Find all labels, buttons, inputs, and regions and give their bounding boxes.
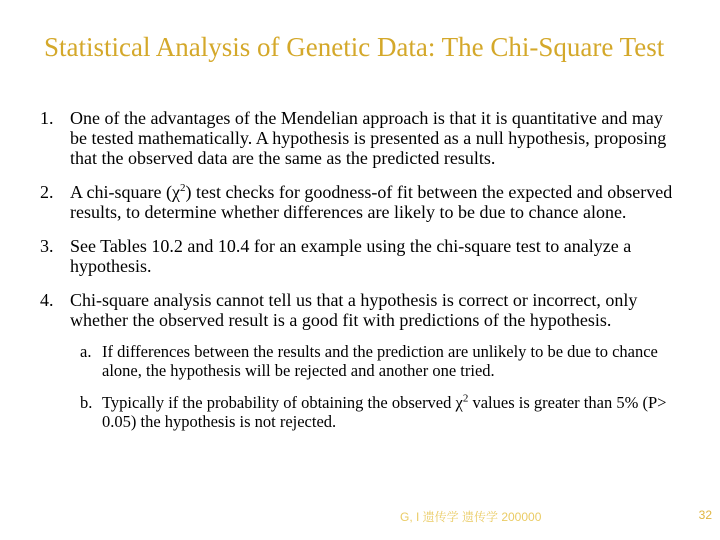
sub-list-item [40, 393, 680, 431]
superscript: 2 [462, 392, 469, 405]
list-item [40, 108, 680, 168]
subitem-text: If differences between the results and the prediction are unlikely to be due to chance alone, the hypothesis will be rejected and another one tried. [102, 342, 658, 380]
subitem-text-pre: Typically if the probability of obtaining the observed χ [102, 393, 463, 412]
footer-watermark: G, I 遗传学 遗传学 200000 [400, 510, 542, 524]
list-item [40, 182, 680, 222]
slide-title: Statistical Analysis of Genetic Data: The Chi-Square Test [44, 32, 665, 62]
item-text: See Tables 10.2 and 10.4 for an example using the chi-square test to analyze a hypothesis. [70, 236, 632, 276]
numbered-list [40, 108, 680, 444]
item-text-post: ) test checks for goodness-of fit between the expected and observed results, to determine whether differences are likely to be due to chance alone. [70, 182, 673, 222]
item-number: 3. [40, 236, 54, 256]
item-text: Chi-square analysis cannot tell us that a hypothesis is correct or incorrect, only whether the observed result is a good fit with predictions of the hypothesis. [70, 290, 638, 330]
list-item [40, 236, 680, 276]
item-text-pre: A chi-square (χ [70, 182, 180, 202]
item-number: 4. [40, 290, 54, 310]
item-text: One of the advantages of the Mendelian approach is that it is quantitative and may be tested mathematically. A hypothesis is presented as a null hypothesis, proposing that the observed data are the same as the predicted results. [70, 108, 667, 168]
list-item [40, 290, 680, 330]
sub-list-item [40, 342, 680, 380]
page-number: 32 [698, 508, 712, 522]
item-number: 2. [40, 182, 54, 202]
subitem-letter: b. [80, 393, 93, 412]
subitem-text-post: values is greater than 5% (P> 0.05) the hypothesis is not rejected. [102, 393, 667, 431]
subitem-letter: a. [80, 342, 92, 361]
item-number: 1. [40, 108, 54, 128]
superscript: 2 [179, 182, 186, 194]
